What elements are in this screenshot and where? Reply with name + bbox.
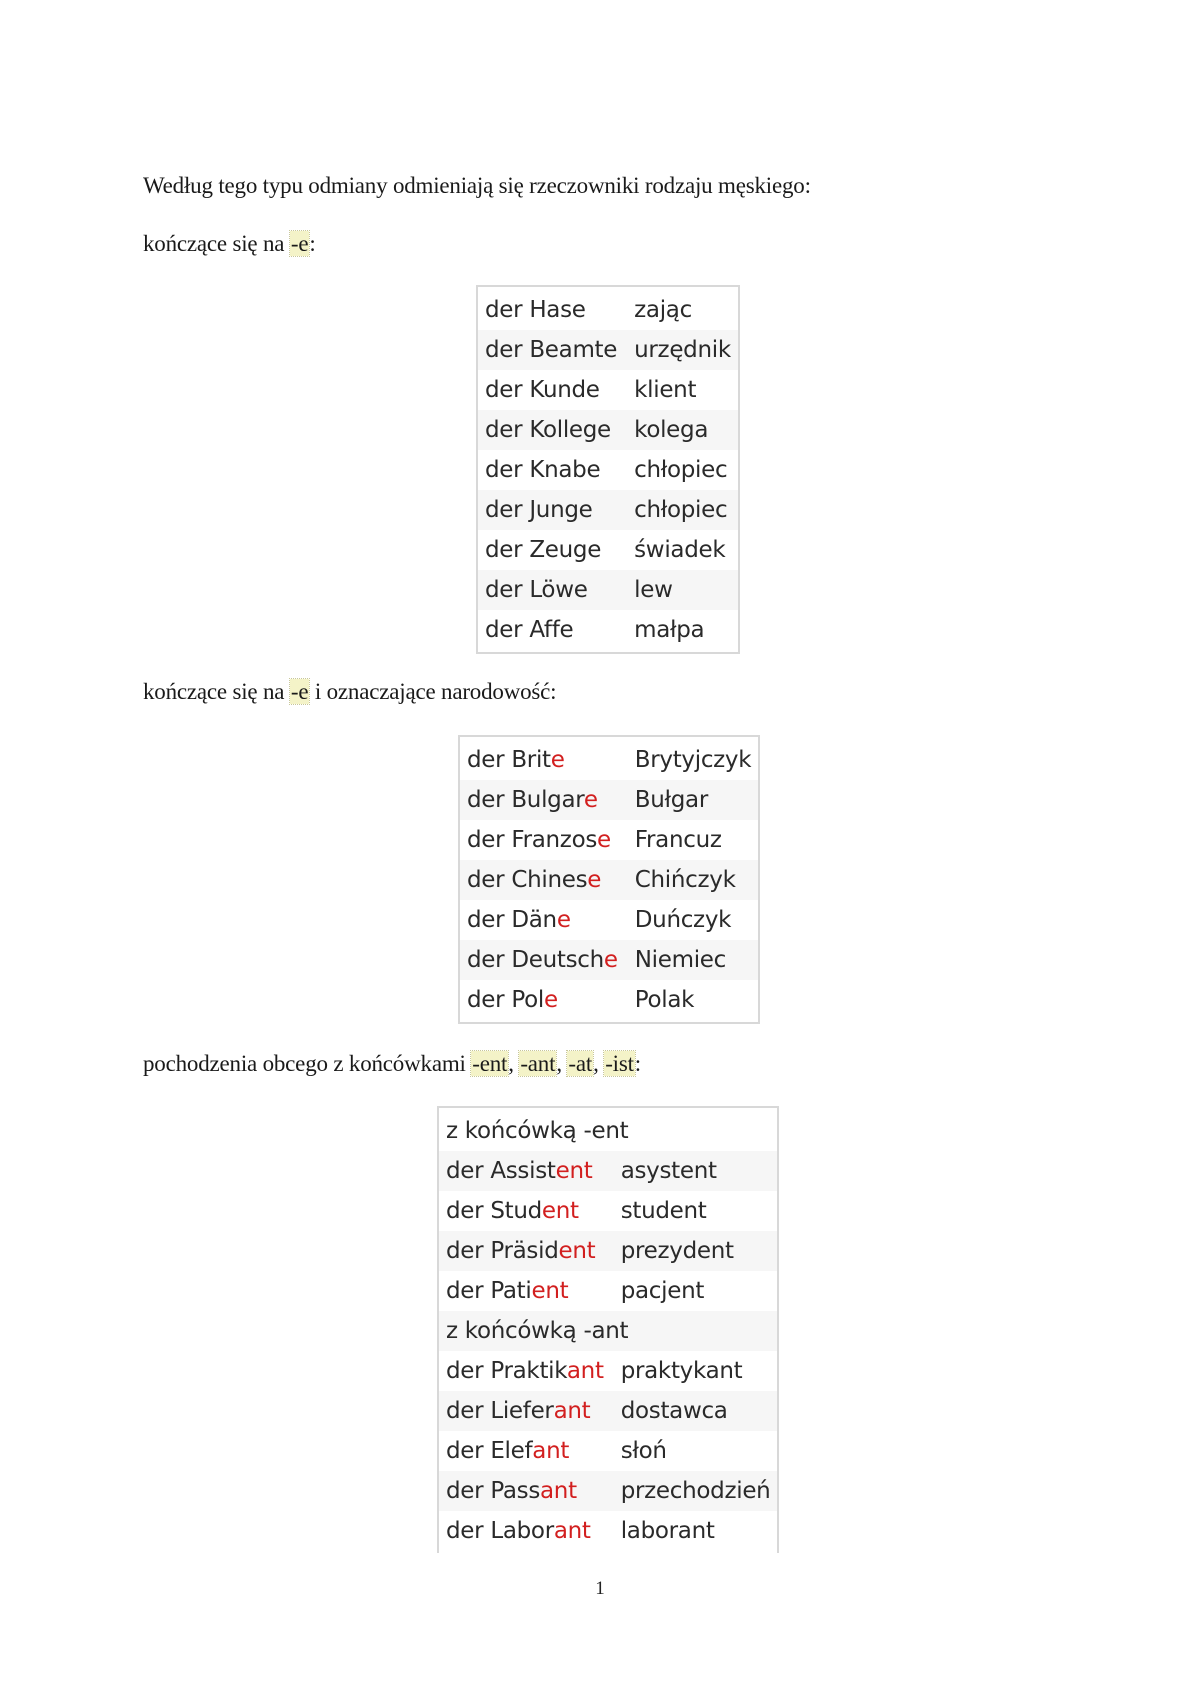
polish-translation: świadek (634, 537, 726, 563)
table-row (439, 1391, 777, 1431)
ending-highlight: -ant (520, 1051, 556, 1076)
german-word (439, 1431, 611, 1471)
word-ending: ent (541, 1198, 579, 1224)
german-word: der Hase (485, 297, 586, 323)
polish-translation: student (620, 1198, 707, 1224)
table-nationalities (458, 735, 760, 1024)
word-ending: e (543, 987, 558, 1013)
polish-translation: Niemiec (625, 940, 759, 980)
table-row (439, 1271, 777, 1311)
word-ending: e (597, 827, 611, 853)
polish-translation: dostawca (611, 1391, 778, 1431)
word-stem: der Chines (467, 867, 588, 893)
section3-heading (143, 1050, 641, 1078)
table-row (460, 860, 758, 900)
word-stem: der Dän (467, 907, 557, 933)
german-word (460, 900, 625, 940)
polish-translation: praktykant (620, 1358, 743, 1384)
table-row (460, 780, 758, 820)
word-stem: der Präsid (446, 1238, 559, 1264)
polish-translation: urzędnik (624, 330, 738, 370)
table-row (439, 1151, 777, 1191)
word-stem: der Stud (446, 1198, 542, 1224)
table-row (478, 570, 738, 610)
word-stem: der Pati (446, 1278, 532, 1304)
polish-translation: przechodzień (611, 1471, 778, 1511)
german-word (460, 860, 625, 900)
table-row (439, 1431, 777, 1471)
word-stem: der Assist (446, 1158, 556, 1184)
table-row (478, 370, 738, 410)
german-word (460, 780, 625, 820)
polish-translation: zając (634, 297, 692, 323)
german-word: der Junge (478, 490, 624, 530)
ending-highlight: -at (568, 1051, 593, 1076)
table-masculine-e (476, 285, 740, 654)
german-word: der Löwe (478, 570, 624, 610)
table-row (460, 900, 758, 940)
german-word (439, 1511, 611, 1551)
group-heading-row (439, 1311, 777, 1351)
word-ending: e (556, 907, 571, 933)
word-stem: der Elef (446, 1438, 533, 1464)
german-word (439, 1351, 611, 1391)
word-ending: ant (566, 1358, 604, 1384)
german-word (460, 940, 625, 980)
table-row (478, 330, 738, 370)
word-ending: e (587, 867, 602, 893)
word-ending: ant (532, 1438, 570, 1464)
word-stem: der Franzos (467, 827, 598, 853)
word-ending: e (550, 747, 565, 773)
separator: , (508, 1051, 520, 1076)
german-word: der Kunde (485, 377, 600, 403)
section3-heading-text: pochodzenia obcego z końcówkami (143, 1051, 472, 1076)
german-word: der Knabe (485, 457, 601, 483)
word-stem: der Praktik (446, 1358, 567, 1384)
table-row (478, 450, 738, 490)
table-row (460, 820, 758, 860)
word-stem: der Pol (467, 987, 544, 1013)
word-ending: ent (558, 1238, 596, 1264)
table-row (460, 980, 758, 1020)
polish-translation: słoń (620, 1438, 667, 1464)
intro-text: Według tego typu odmiany odmieniają się rzeczowniki rodzaju męskiego: (143, 173, 811, 198)
word-ending: ant (540, 1478, 577, 1504)
table-row (478, 610, 738, 650)
table-row (460, 740, 758, 780)
section1-heading-suffix: : (309, 231, 316, 256)
group-heading: z końcówką -ent (446, 1118, 629, 1144)
word-stem: der Liefer (446, 1398, 554, 1424)
section1-heading-text: kończące się na (143, 231, 290, 256)
section2-heading (143, 678, 556, 706)
polish-translation: Chińczyk (625, 860, 759, 900)
table-row (478, 290, 738, 330)
section2-heading-suffix: i oznaczające narodowość: (309, 679, 557, 704)
word-stem: der Bulgar (467, 787, 584, 813)
german-word: der Beamte (478, 330, 624, 370)
section1-heading (143, 230, 316, 258)
ending-highlight: -e (290, 679, 309, 704)
word-stem: der Brit (467, 747, 551, 773)
word-ending: ent (555, 1158, 593, 1184)
section3-heading-suffix: : (634, 1051, 641, 1076)
table-row (439, 1231, 777, 1271)
polish-translation: Polak (634, 987, 695, 1013)
polish-translation: chłopiec (624, 490, 738, 530)
group-heading-row (439, 1111, 777, 1151)
german-word (460, 740, 625, 780)
table-row (439, 1471, 777, 1511)
word-ending: ent (531, 1278, 569, 1304)
section2-heading-text: kończące się na (143, 679, 290, 704)
polish-translation: klient (634, 377, 697, 403)
ending-highlight: -e (290, 231, 309, 256)
german-word (460, 820, 625, 860)
polish-translation: prezydent (611, 1231, 778, 1271)
word-ending: ant (553, 1398, 591, 1424)
german-word (439, 1151, 611, 1191)
table-row (439, 1511, 777, 1551)
polish-translation: pacjent (620, 1278, 705, 1304)
german-word (439, 1471, 611, 1511)
separator: , (593, 1051, 605, 1076)
table-row (439, 1191, 777, 1231)
ending-highlight: -ist (605, 1051, 634, 1076)
german-word: der Kollege (478, 410, 624, 450)
table-row (478, 530, 738, 570)
polish-translation: chłopiec (634, 457, 728, 483)
german-word (439, 1191, 611, 1231)
word-stem: der Labor (446, 1518, 554, 1544)
polish-translation: laborant (620, 1518, 715, 1544)
group-heading: z końcówką -ant (439, 1311, 777, 1351)
polish-translation: Francuz (634, 827, 722, 853)
polish-translation: kolega (624, 410, 738, 450)
word-ending: e (583, 787, 598, 813)
polish-translation: małpa (634, 617, 705, 643)
ending-highlight: -ent (472, 1051, 508, 1076)
polish-translation: Duńczyk (634, 907, 732, 933)
polish-translation: asystent (611, 1151, 778, 1191)
table-row (478, 490, 738, 530)
polish-translation: Brytyjczyk (634, 747, 752, 773)
polish-translation: lew (624, 570, 738, 610)
german-word (460, 980, 625, 1020)
german-word (439, 1231, 611, 1271)
table-foreign-endings (437, 1106, 779, 1553)
table-row (439, 1351, 777, 1391)
german-word (439, 1271, 611, 1311)
polish-translation: Bułgar (625, 780, 759, 820)
page-number: 1 (595, 1578, 605, 1599)
table-row (460, 940, 758, 980)
word-ending: e (603, 947, 618, 973)
german-word (439, 1391, 611, 1431)
german-word: der Zeuge (485, 537, 602, 563)
word-stem: der Pass (446, 1478, 541, 1504)
table-row (478, 410, 738, 450)
separator: , (556, 1051, 568, 1076)
german-word: der Affe (485, 617, 574, 643)
word-stem: der Deutsch (467, 947, 604, 973)
word-ending: ant (553, 1518, 591, 1544)
